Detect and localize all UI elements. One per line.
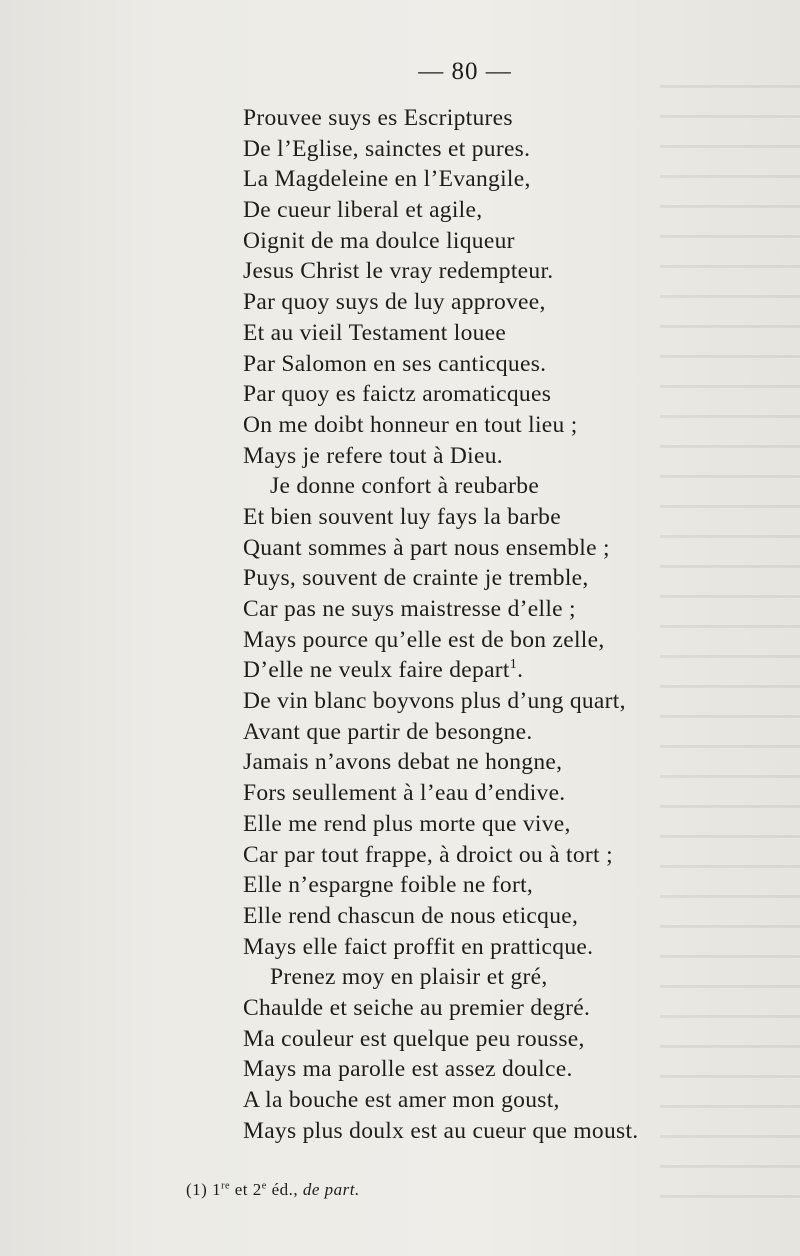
verse-text: Mays plus doulx est au cueur que moust. [243, 1117, 639, 1144]
verse-text: D’elle ne veulx faire depart [243, 657, 510, 684]
verse-line [243, 1054, 783, 1085]
verse-line [243, 318, 783, 349]
verse-text: Mays ma parolle est assez doulce. [243, 1056, 573, 1083]
verse-line [243, 134, 783, 165]
verse-text: Car par tout frappe, à droict ou à tort ; [243, 841, 613, 868]
footnote-italic-text: de part. [302, 1180, 360, 1199]
footnote-conjunction: et [234, 1180, 249, 1199]
verse-line [243, 226, 783, 257]
verse-line [243, 594, 783, 625]
verse-text: Mays je refere tout à Dieu. [243, 442, 503, 469]
verse-text: Ma couleur est quelque peu rousse, [243, 1025, 585, 1052]
verse-text: Mays pource qu’elle est de bon zelle, [243, 626, 605, 653]
verse-line [243, 686, 783, 717]
verse-text: Quant sommes à part nous ensemble ; [243, 534, 610, 561]
footnote [186, 1180, 360, 1200]
verse-line [243, 164, 783, 195]
verse-line [243, 256, 783, 287]
footnote-marker: (1) [186, 1180, 208, 1199]
verse-text: Elle rend chascun de nous eticque, [243, 902, 579, 929]
verse-line [243, 103, 783, 134]
verse-line [243, 717, 783, 748]
verse-text: On me doibt honneur en tout lieu ; [243, 411, 578, 438]
verse-line [243, 471, 783, 502]
verse-line [243, 287, 783, 318]
verse-text: Fors seullement à l’eau d’endive. [243, 780, 566, 807]
poem-body [243, 103, 783, 1146]
verse-line [243, 901, 783, 932]
verse-text: Avant que partir de besongne. [243, 718, 533, 745]
verse-text: Puys, souvent de crainte je tremble, [243, 565, 589, 592]
verse-line [243, 625, 783, 656]
verse-line [243, 840, 783, 871]
verse-text: Par quoy es faictz aromaticques [243, 381, 552, 408]
verse-text: Car pas ne suys maistresse d’elle ; [243, 596, 576, 622]
verse-line [243, 655, 783, 686]
page-number: — 80 — [418, 58, 512, 85]
footnote-edition-2: 2e [252, 1180, 267, 1199]
verse-line [243, 778, 783, 809]
verse-line [243, 441, 783, 472]
verse-text: Et au vieil Testament louee [243, 319, 507, 346]
verse-line [243, 1085, 783, 1116]
verse-line [243, 993, 783, 1024]
verse-text: Mays elle faict proffit en pratticque. [243, 933, 594, 960]
verse-line [243, 195, 783, 226]
verse-line [243, 932, 783, 963]
verse-text: Prenez moy en plaisir et gré, [270, 964, 548, 991]
verse-line [243, 502, 783, 533]
verse-text: De cueur liberal et agile, [243, 197, 483, 224]
verse-line [243, 809, 783, 840]
verse-text: De vin blanc boyvons plus d’ung quart, [243, 688, 626, 715]
verse-line [243, 962, 783, 993]
verse-text: Chaulde et seiche au premier degré. [243, 994, 591, 1021]
verse-line [243, 379, 783, 410]
verse-line [243, 563, 783, 594]
verse-text: La Magdeleine en l’Evangile, [243, 166, 531, 193]
verse-text: Prouvee suys es Escriptures [243, 105, 513, 131]
verse-text: Par Salomon en ses canticques. [243, 350, 547, 377]
verse-text: De l’Eglise, sainctes et pures. [243, 135, 531, 162]
verse-line [243, 533, 783, 564]
verse-line [243, 1116, 783, 1147]
footnote-edition-1: 1re [212, 1180, 230, 1199]
verse-text: Elle n’espargne foible ne fort, [243, 872, 534, 899]
verse-text: Jamais n’avons debat ne hongne, [243, 749, 563, 776]
verse-punctuation: . [517, 657, 524, 684]
verse-line [243, 747, 783, 778]
footnote-edition-label: éd., [271, 1180, 299, 1199]
verse-line [243, 1024, 783, 1055]
verse-text: Par quoy suys de luy approvee, [243, 289, 546, 316]
verse-line [243, 349, 783, 380]
verse-text: Je donne confort à reubarbe [270, 473, 540, 500]
verse-text: Jesus Christ le vray redempteur. [243, 258, 554, 285]
footnote-reference: 1 [509, 656, 518, 673]
verse-text: Elle me rend plus morte que vive, [243, 810, 571, 837]
verse-text: Oignit de ma doulce liqueur [243, 227, 515, 254]
verse-text: Et bien souvent luy fays la barbe [243, 503, 561, 530]
verse-line [243, 870, 783, 901]
verse-text: A la bouche est amer mon goust, [243, 1087, 560, 1113]
verse-line [243, 410, 783, 441]
